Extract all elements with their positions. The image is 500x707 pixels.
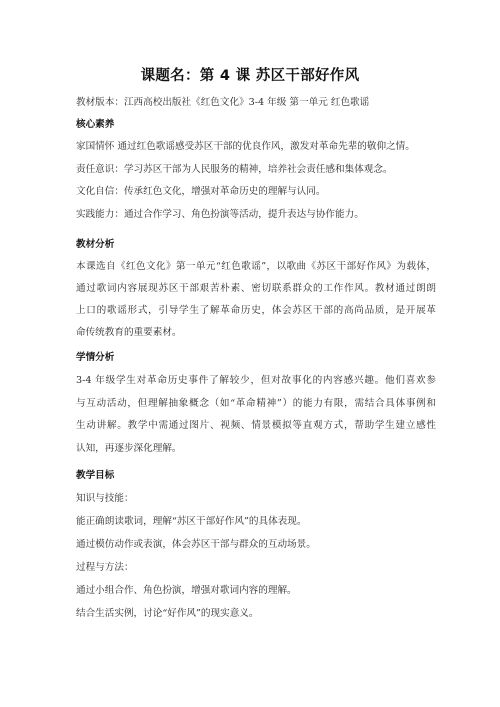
material-line: 上口的歌谣形式，引导学生了解革命历史，体会苏区干部的高尚品质，是开展革 (76, 305, 436, 316)
goals-item: 通过小组合作、角色扮演，增强对歌词内容的理解。 (76, 585, 297, 596)
section-heading-material: 教材分析 (76, 239, 115, 250)
material-line: 命传统教育的重要素材。 (76, 327, 182, 338)
textbook-info: 教材版本：江西高校出版社《红色文化》3-4 年级 第一单元 红色歌谣 (76, 97, 370, 108)
material-line: 本课选自《红色文化》第一单元“红色歌谣”，以歌曲《苏区干部好作风》为载体， (76, 261, 436, 272)
goals-subheading: 知识与技能： (76, 493, 134, 504)
goals-item: 结合生活实例，讨论“好作风”的现实意义。 (76, 608, 259, 619)
students-line: 与互动活动，但理解抽象概念（如“革命精神”）的能力有限，需结合具体事例和 (76, 398, 436, 409)
students-line: 生动讲解。教学中需通过图片、视频、情景模拟等直观方式，帮助学生建立感性 (76, 420, 436, 431)
goals-item: 能正确朗读歌词，理解“苏区干部好作风”的具体表现。 (76, 516, 307, 527)
core-item: 责任意识：学习苏区干部为人民服务的精神，培养社会责任感和集体观念。 (76, 164, 393, 175)
students-line: 3-4 年级学生对革命历史事件了解较少，但对故事化的内容感兴趣。他们喜欢参 (76, 375, 436, 386)
goals-item: 通过模仿动作或表演，体会苏区干部与群众的互动场景。 (76, 539, 316, 550)
material-line: 通过歌词内容展现苏区干部艰苦朴素、密切联系群众的工作作风。教材通过朗朗 (76, 283, 436, 294)
section-heading-goals: 教学目标 (76, 470, 115, 481)
core-item: 实践能力：通过合作学习、角色扮演等活动，提升表达与协作能力。 (76, 209, 364, 220)
section-heading-core: 核心素养 (76, 119, 115, 130)
section-heading-students: 学情分析 (76, 352, 115, 363)
students-line: 认知，再逐步深化理解。 (76, 443, 182, 454)
goals-subheading: 过程与方法： (76, 562, 134, 573)
lesson-title: 课题名：第 4 课 苏区干部好作风 (140, 68, 360, 84)
core-item: 家国情怀 通过红色歌谣感受苏区干部的优良作风，激发对革命先辈的敬仰之情。 (76, 141, 415, 152)
core-item: 文化自信：传承红色文化，增强对革命历史的理解与认同。 (76, 186, 326, 197)
